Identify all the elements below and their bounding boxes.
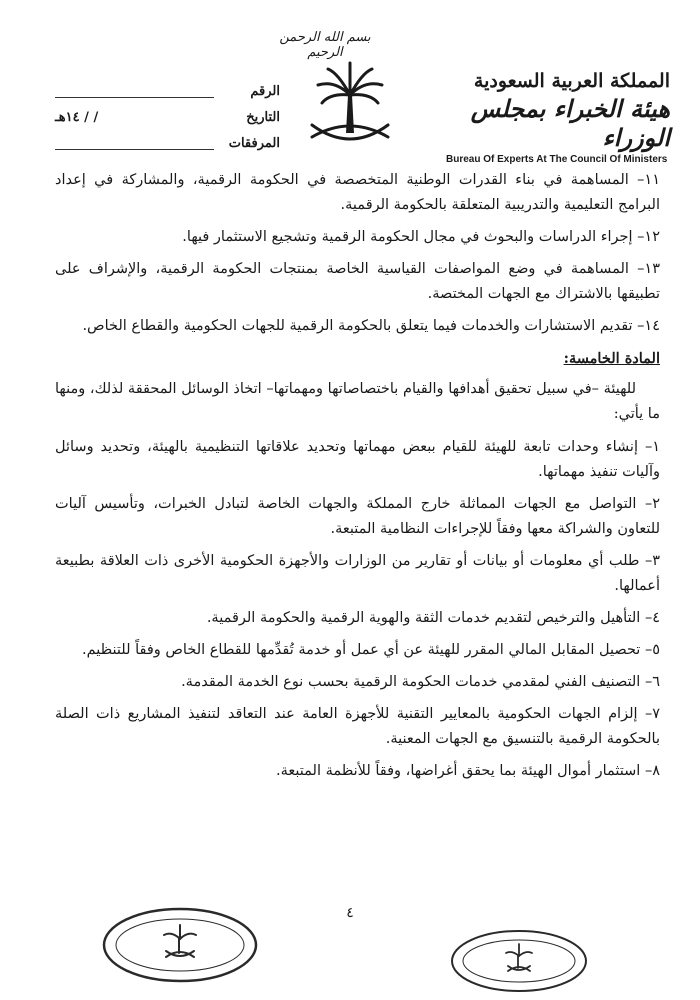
reference-row [55,78,280,104]
date-row [55,104,280,130]
list-item [55,606,660,631]
attachments-line [55,137,214,150]
item-text: التواصل مع الجهات المماثلة خارج المملكة والجهات الخاصة لتبادل الخبرات، وتأسيس آليات للتعاون والشراكة معها وفقاً للإجراءات النظامية المتبعة. [55,496,660,537]
means-list [55,435,660,784]
list-item [55,225,660,250]
item-number: ٨– [644,763,660,779]
official-stamp-right [448,928,590,994]
item-text: إلزام الجهات الحكومية بالمعايير التقنية للأجهزة العامة عند التعاقد لتنفيذ المشاريع ذات الصلة بالحكومة الرقمية بالتنسيق مع الجهات المعنية. [55,706,660,747]
list-item [55,702,660,752]
item-number: ١١– [637,172,660,188]
item-text: المساهمة في وضع المواصفات القياسية الخاصة بمنتجات الحكومة الرقمية، والإشراف على تطبيقها بالاشتراك مع الجهات المختصة. [55,261,660,302]
basmala: بسم الله الرحمن الرحيم [279,30,371,60]
bureau-name-arabic: هيئة الخبراء بمجلس الوزراء [470,94,670,152]
saudi-emblem-icon [300,55,400,155]
item-text: تقديم الاستشارات والخدمات فيما يتعلق بالحكومة الرقمية للجهات الحكومية والقطاع الخاص. [82,318,633,334]
item-text: المساهمة في بناء القدرات الوطنية المتخصصة في الحكومة الرقمية، والمشاركة في إعداد البرامج التعليمية والتدريبية المتعلقة بالحكومة الرقمية. [55,172,660,213]
document-body [55,168,660,791]
list-item [55,257,660,307]
item-number: ١٣– [637,261,660,277]
item-text: طلب أي معلومات أو بيانات أو تقارير من الوزارات والأجهزة الحكومية الأخرى ذات العلاقة بطبيعة أعمالها. [55,553,660,594]
list-item [55,549,660,599]
item-text: التصنيف الفني لمقدمي خدمات الحكومة الرقمية بحسب نوع الخدمة المقدمة. [181,674,641,690]
list-item [55,168,660,218]
item-text: إنشاء وحدات تابعة للهيئة للقيام ببعض مهماتها وتحديد علاقاتها التنظيمية بالهيئة، وتحديد وسائل وآليات تنفيذ مهماتها. [55,439,660,480]
item-number: ٣– [644,553,661,569]
item-number: ٦– [644,674,660,690]
item-text: تحصيل المقابل المالي المقرر للهيئة عن أي عمل أو خدمة تُقدِّمها للقطاع الخاص وفقاً للتنظيم. [82,642,641,658]
list-item [55,759,660,784]
bureau-name-english: Bureau Of Experts At The Council Of Ministers [446,154,668,165]
list-item [55,435,660,485]
list-item [55,492,660,542]
article-intro: للهيئة –في سبيل تحقيق أهدافها والقيام باختصاصاتها ومهماتها– اتخاذ الوسائل المحققة لذلك، ومنها ما يأتي: [55,381,660,422]
article-heading: المادة الخامسة: [563,350,660,367]
item-number: ١– [644,439,661,455]
item-number: ٢– [644,496,660,512]
official-stamp-left [100,905,260,985]
reference-label: الرقم [250,83,280,99]
date-label: التاريخ [246,109,280,125]
item-number: ١٤– [637,318,660,334]
item-number: ٥– [644,642,660,658]
item-text: التأهيل والترخيص لتقديم خدمات الثقة والهوية الرقمية والحكومة الرقمية. [206,610,641,626]
attachments-label: المرفقات [228,135,280,151]
date-value: / / ١٤هـ [55,109,99,125]
list-item [55,638,660,663]
reference-block [55,78,280,156]
duties-list [55,168,660,339]
attachments-row [55,130,280,156]
reference-line [55,85,214,98]
ministry-header [440,70,670,165]
kingdom-name: المملكة العربية السعودية [473,70,670,92]
list-item [55,670,660,695]
list-item [55,314,660,339]
item-text: استثمار أموال الهيئة بما يحقق أغراضها، وفقاً للأنظمة المتبعة. [276,763,641,779]
page-number: ٤ [346,905,354,921]
item-text: إجراء الدراسات والبحوث في مجال الحكومة الرقمية وتشجيع الاستثمار فيها. [182,229,633,245]
item-number: ٤– [644,610,660,626]
item-number: ١٢– [637,229,660,245]
item-number: ٧– [644,706,661,722]
